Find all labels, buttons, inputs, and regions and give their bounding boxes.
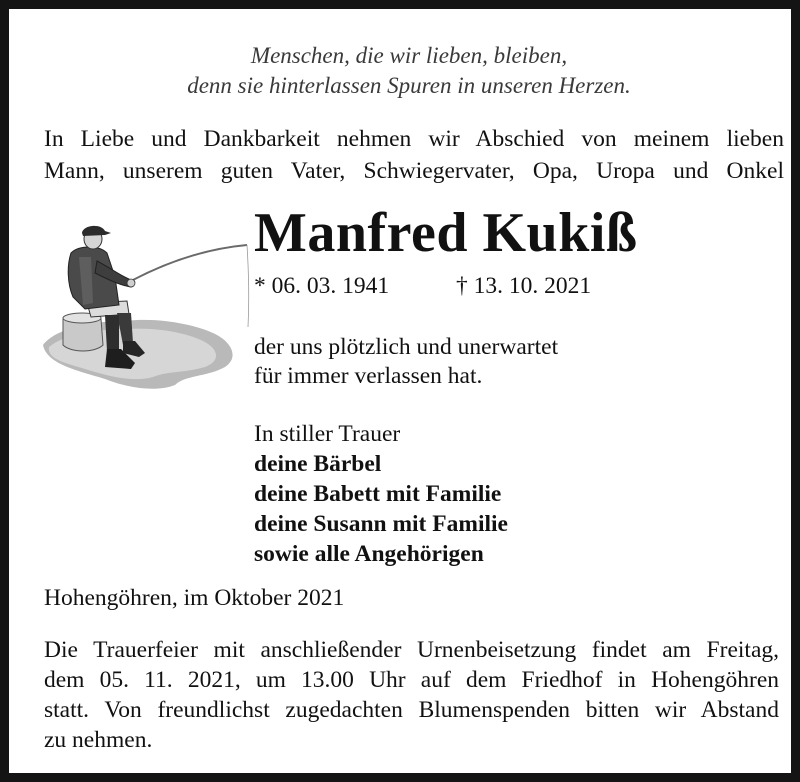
funeral-line-4: zu nehmen. [44,727,153,753]
mourners-block [254,419,508,569]
life-dates [254,271,592,301]
funeral-line-2: dem 05. 11. 2021, um 13.00 Uhr auf dem Friedhof in Hohengöhren [44,667,779,693]
mourners-heading: In stiller Trauer [254,421,401,447]
mourner-name: deine Bärbel [254,451,382,477]
motto [9,41,800,101]
death-date: † 13. 10. 2021 [456,273,592,299]
mourner-name: deine Susann mit Familie [254,511,508,537]
passing-text [254,333,558,391]
intro-text [44,123,784,187]
birth-date: * 06. 03. 1941 [254,273,390,299]
place-date: Hohengöhren, im Oktober 2021 [44,585,345,611]
intro-line-2: Mann, unserem guten Vater, Schwiegervater, Opa, Uropa und Onkel [44,158,784,184]
funeral-line-1: Die Trauerfeier mit anschließender Urnenbeisetzung findet am Freitag, [44,637,779,663]
passing-line-2: für immer verlassen hat. [254,363,483,389]
motto-line-1: Menschen, die wir lieben, bleiben, [250,43,568,68]
motto-line-2: denn sie hinterlassen Spuren in unseren Herzen. [187,73,631,98]
funeral-line-3: statt. Von freundlichst zugedachten Blumenspenden bitten wir Abstand [44,697,779,723]
funeral-notice [44,635,779,755]
passing-line-1: der uns plötzlich und unerwartet [254,334,559,360]
fisherman-illustration [35,217,250,395]
mourner-name: sowie alle Angehörigen [254,541,484,567]
deceased-name: Manfred Kukiß [254,202,638,264]
mourner-name: deine Babett mit Familie [254,481,502,507]
intro-line-1: In Liebe und Dankbarkeit nehmen wir Abschied von meinem lieben [44,126,784,152]
